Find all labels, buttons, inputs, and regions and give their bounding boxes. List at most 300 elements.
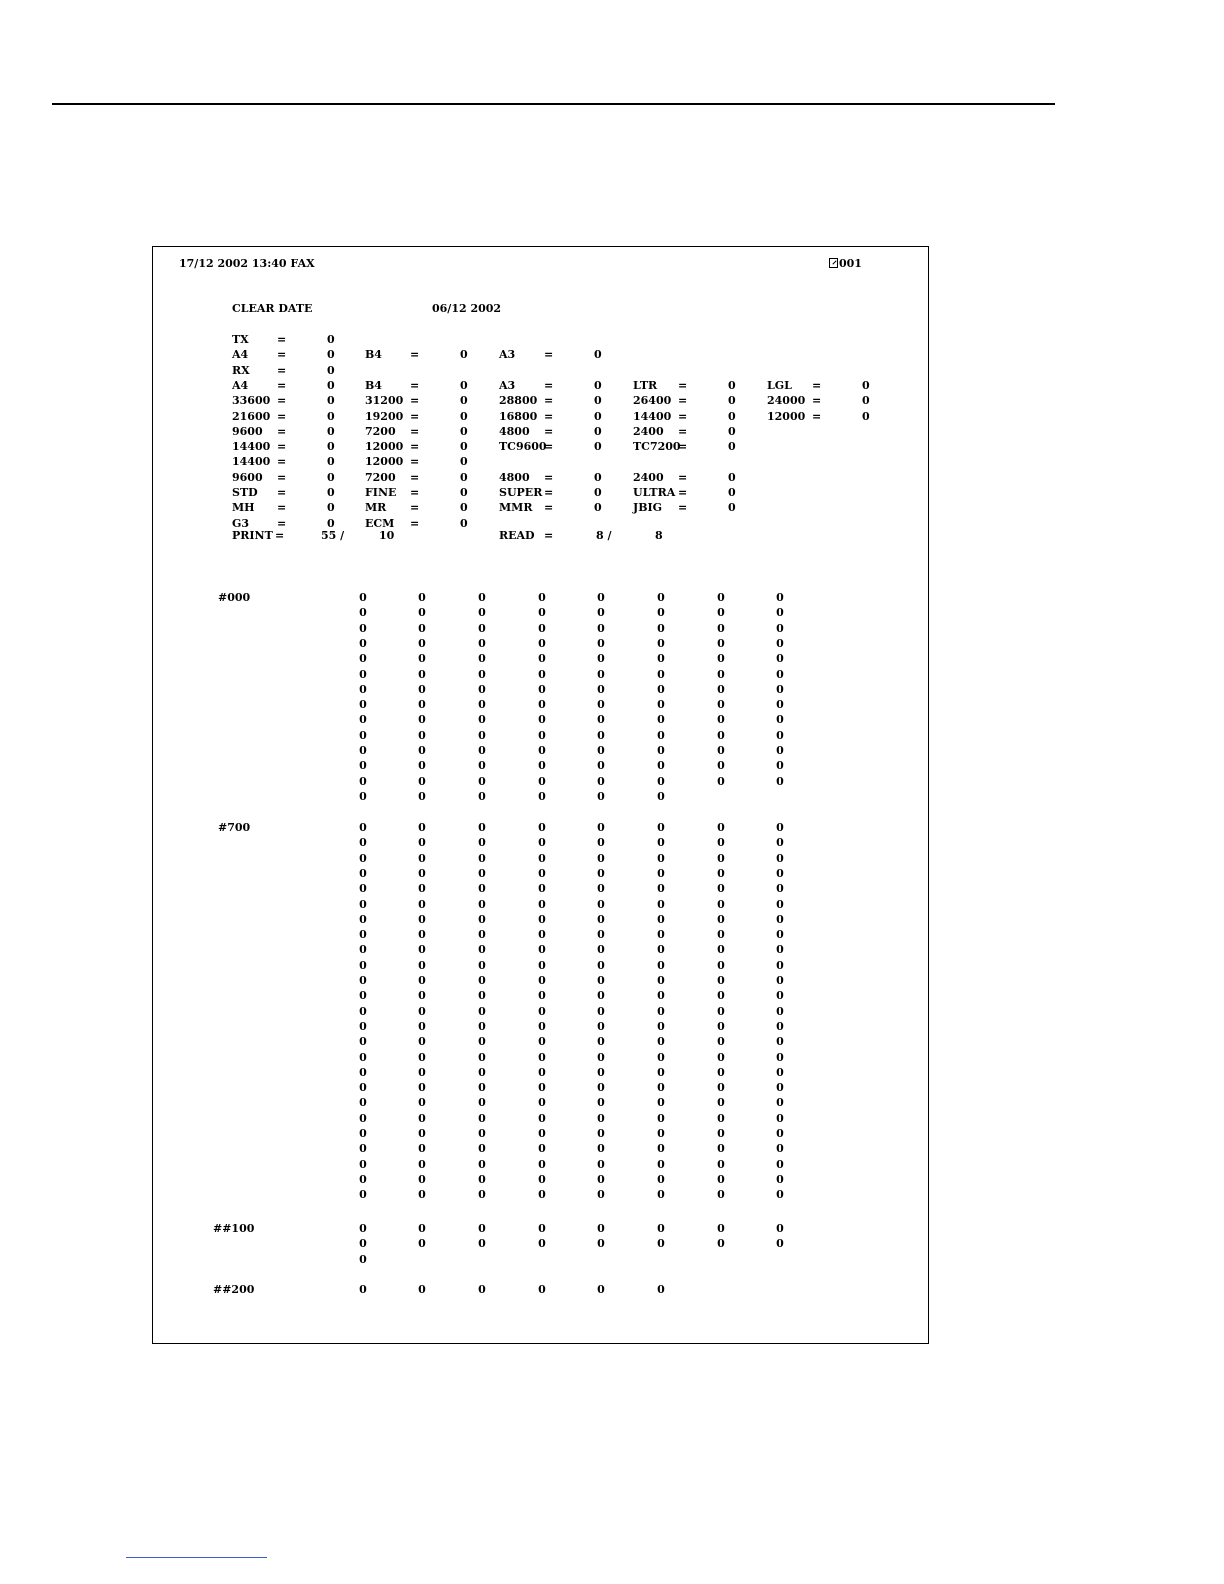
block-cell: 0 bbox=[657, 897, 665, 911]
counter-label: A3 bbox=[499, 378, 516, 392]
block-cell: 0 bbox=[776, 897, 784, 911]
block-cell: 0 bbox=[418, 1050, 426, 1064]
block-cell: 0 bbox=[776, 1050, 784, 1064]
block-cell: 0 bbox=[478, 652, 486, 666]
block-cell: 0 bbox=[597, 606, 605, 620]
block-cell: 0 bbox=[717, 1222, 725, 1235]
block-cell: 0 bbox=[657, 1222, 665, 1235]
block-cell: 0 bbox=[717, 1081, 725, 1095]
block-cell: 0 bbox=[538, 1127, 546, 1140]
block-cell: 0 bbox=[478, 606, 486, 620]
block-cell: 0 bbox=[359, 912, 367, 926]
block-cell: 0 bbox=[717, 636, 725, 650]
block-cell: 0 bbox=[359, 1222, 367, 1235]
counter-value: 0 bbox=[327, 363, 335, 377]
counter-value: 0 bbox=[594, 348, 602, 362]
counter-value: 0 bbox=[862, 394, 870, 408]
block-cell: 0 bbox=[776, 1157, 784, 1171]
block-cell: 0 bbox=[478, 1081, 486, 1095]
block-cell: 0 bbox=[657, 821, 665, 834]
block-cell: 0 bbox=[597, 682, 605, 696]
counter-value: 0 bbox=[728, 440, 736, 454]
block-cell: 0 bbox=[657, 1019, 665, 1033]
block-cell: 0 bbox=[478, 989, 486, 1003]
block-cell: 0 bbox=[478, 1111, 486, 1125]
block-cell: 0 bbox=[776, 698, 784, 712]
block-cell: 0 bbox=[478, 882, 486, 896]
block-cell: 0 bbox=[359, 989, 367, 1003]
counter-eq: = bbox=[544, 394, 554, 408]
block-cell: 0 bbox=[418, 1188, 426, 1202]
block-cell: 0 bbox=[657, 1035, 665, 1049]
block-cell: 0 bbox=[717, 1019, 725, 1033]
counter-eq: = bbox=[277, 516, 287, 530]
block-cell: 0 bbox=[657, 882, 665, 896]
block-cell: 0 bbox=[717, 989, 725, 1003]
block-cell: 0 bbox=[597, 1222, 605, 1235]
block-cell: 0 bbox=[478, 1127, 486, 1140]
block-cell: 0 bbox=[597, 989, 605, 1003]
block-cell: 0 bbox=[597, 836, 605, 850]
block-cell: 0 bbox=[657, 974, 665, 987]
block-cell: 0 bbox=[776, 606, 784, 620]
block-cell: 0 bbox=[538, 836, 546, 850]
block-cell: 0 bbox=[418, 836, 426, 850]
print-value: 55 / bbox=[321, 529, 345, 542]
counter-value: 0 bbox=[460, 501, 468, 515]
counter-label: 9600 bbox=[232, 470, 263, 484]
block-cell: 0 bbox=[359, 866, 367, 880]
block-cell: 0 bbox=[657, 1065, 665, 1079]
block-cell: 0 bbox=[359, 928, 367, 942]
counter-value: 0 bbox=[327, 486, 335, 499]
counter-value: 0 bbox=[327, 348, 335, 362]
block-cell: 0 bbox=[418, 774, 426, 788]
block-cell: 0 bbox=[657, 606, 665, 620]
block-cell: 0 bbox=[359, 1065, 367, 1079]
block-cell: 0 bbox=[776, 1111, 784, 1125]
block-cell: 0 bbox=[657, 789, 665, 803]
counter-eq: = bbox=[678, 394, 688, 408]
block-cell: 0 bbox=[418, 1065, 426, 1079]
block-cell: 0 bbox=[597, 1096, 605, 1110]
block-cell: 0 bbox=[359, 1157, 367, 1171]
block-cell: 0 bbox=[359, 652, 367, 666]
block-cell: 0 bbox=[657, 1283, 665, 1296]
block-label: ##100 bbox=[213, 1222, 255, 1235]
block-cell: 0 bbox=[717, 1188, 725, 1202]
block-cell: 0 bbox=[538, 958, 546, 972]
block-cell: 0 bbox=[776, 1065, 784, 1079]
block-cell: 0 bbox=[418, 1081, 426, 1095]
block-cell: 0 bbox=[418, 1157, 426, 1171]
block-cell: 0 bbox=[538, 728, 546, 742]
block-cell: 0 bbox=[478, 591, 486, 604]
block-cell: 0 bbox=[657, 912, 665, 926]
print-eq: = bbox=[275, 529, 285, 542]
counter-eq: = bbox=[277, 486, 287, 499]
block-cell: 0 bbox=[776, 636, 784, 650]
block-cell: 0 bbox=[597, 1157, 605, 1171]
block-cell: 0 bbox=[597, 912, 605, 926]
block-cell: 0 bbox=[418, 821, 426, 834]
block-cell: 0 bbox=[359, 943, 367, 957]
block-cell: 0 bbox=[538, 1081, 546, 1095]
block-cell: 0 bbox=[776, 1188, 784, 1202]
block-cell: 0 bbox=[359, 1081, 367, 1095]
block-cell: 0 bbox=[717, 774, 725, 788]
counter-value: 0 bbox=[594, 409, 602, 423]
block-cell: 0 bbox=[717, 1142, 725, 1156]
block-cell: 0 bbox=[359, 713, 367, 727]
block-cell: 0 bbox=[538, 1188, 546, 1202]
block-cell: 0 bbox=[478, 866, 486, 880]
block-cell: 0 bbox=[657, 851, 665, 865]
block-cell: 0 bbox=[359, 606, 367, 620]
block-cell: 0 bbox=[478, 744, 486, 757]
block-cell: 0 bbox=[418, 789, 426, 803]
block-cell: 0 bbox=[597, 928, 605, 942]
block-cell: 0 bbox=[776, 821, 784, 834]
block-cell: 0 bbox=[538, 1050, 546, 1064]
block-cell: 0 bbox=[597, 958, 605, 972]
counter-value: 0 bbox=[728, 486, 736, 499]
block-cell: 0 bbox=[418, 912, 426, 926]
counter-label: 2400 bbox=[633, 424, 664, 438]
counter-eq: = bbox=[544, 501, 554, 515]
counter-eq: = bbox=[277, 470, 287, 484]
counter-label: B4 bbox=[365, 348, 382, 362]
block-cell: 0 bbox=[359, 682, 367, 696]
top-rule bbox=[52, 103, 1055, 105]
block-cell: 0 bbox=[359, 759, 367, 773]
block-cell: 0 bbox=[418, 591, 426, 604]
block-cell: 0 bbox=[478, 682, 486, 696]
block-cell: 0 bbox=[657, 667, 665, 681]
block-cell: 0 bbox=[776, 1004, 784, 1018]
block-cell: 0 bbox=[717, 713, 725, 727]
block-cell: 0 bbox=[717, 958, 725, 972]
counter-eq: = bbox=[544, 470, 554, 484]
counter-eq: = bbox=[812, 394, 822, 408]
block-cell: 0 bbox=[538, 682, 546, 696]
block-cell: 0 bbox=[717, 882, 725, 896]
counter-label: RX bbox=[232, 363, 250, 377]
block-cell: 0 bbox=[776, 1142, 784, 1156]
block-cell: 0 bbox=[418, 698, 426, 712]
block-cell: 0 bbox=[717, 621, 725, 635]
read-value: 8 / bbox=[596, 529, 612, 542]
counter-value: 0 bbox=[327, 516, 335, 530]
block-cell: 0 bbox=[418, 851, 426, 865]
counter-eq: = bbox=[678, 470, 688, 484]
counter-label: 12000 bbox=[365, 455, 404, 469]
block-cell: 0 bbox=[776, 958, 784, 972]
counter-label: 26400 bbox=[633, 394, 672, 408]
block-cell: 0 bbox=[478, 728, 486, 742]
counter-label: A3 bbox=[499, 348, 516, 362]
block-cell: 0 bbox=[597, 667, 605, 681]
block-cell: 0 bbox=[418, 989, 426, 1003]
block-cell: 0 bbox=[359, 836, 367, 850]
block-cell: 0 bbox=[657, 989, 665, 1003]
block-cell: 0 bbox=[538, 1004, 546, 1018]
counter-value: 0 bbox=[327, 440, 335, 454]
block-cell: 0 bbox=[418, 928, 426, 942]
block-cell: 0 bbox=[776, 836, 784, 850]
counter-value: 0 bbox=[594, 394, 602, 408]
block-cell: 0 bbox=[776, 667, 784, 681]
block-cell: 0 bbox=[776, 682, 784, 696]
block-cell: 0 bbox=[597, 774, 605, 788]
block-cell: 0 bbox=[717, 836, 725, 850]
counter-value: 0 bbox=[594, 424, 602, 438]
block-cell: 0 bbox=[359, 1004, 367, 1018]
read-label: READ bbox=[499, 529, 535, 542]
block-cell: 0 bbox=[538, 1065, 546, 1079]
block-cell: 0 bbox=[359, 728, 367, 742]
block-cell: 0 bbox=[597, 1065, 605, 1079]
counter-eq: = bbox=[410, 501, 420, 515]
counter-value: 0 bbox=[594, 501, 602, 515]
block-cell: 0 bbox=[418, 882, 426, 896]
print-label: PRINT bbox=[232, 529, 273, 542]
block-cell: 0 bbox=[418, 943, 426, 957]
block-cell: 0 bbox=[657, 1081, 665, 1095]
block-cell: 0 bbox=[538, 1111, 546, 1125]
block-cell: 0 bbox=[538, 606, 546, 620]
block-cell: 0 bbox=[717, 1035, 725, 1049]
page-number bbox=[829, 257, 862, 270]
block-cell: 0 bbox=[538, 989, 546, 1003]
block-cell: 0 bbox=[478, 912, 486, 926]
counter-eq: = bbox=[277, 333, 287, 346]
counter-value: 0 bbox=[327, 394, 335, 408]
counter-label: 9600 bbox=[232, 424, 263, 438]
counter-label: ULTRA bbox=[633, 486, 676, 499]
counter-label: 24000 bbox=[767, 394, 806, 408]
block-cell: 0 bbox=[359, 789, 367, 803]
counter-value: 0 bbox=[460, 378, 468, 392]
counter-eq: = bbox=[410, 394, 420, 408]
counter-eq: = bbox=[678, 409, 688, 423]
block-cell: 0 bbox=[657, 928, 665, 942]
block-cell: 0 bbox=[597, 851, 605, 865]
block-cell: 0 bbox=[657, 728, 665, 742]
block-cell: 0 bbox=[717, 912, 725, 926]
counter-eq: = bbox=[410, 424, 420, 438]
counter-value: 0 bbox=[460, 348, 468, 362]
block-cell: 0 bbox=[418, 1004, 426, 1018]
counter-label: 14400 bbox=[232, 455, 271, 469]
counter-label: A4 bbox=[232, 378, 249, 392]
block-cell: 0 bbox=[538, 789, 546, 803]
block-cell: 0 bbox=[478, 774, 486, 788]
block-cell: 0 bbox=[717, 1157, 725, 1171]
block-cell: 0 bbox=[359, 851, 367, 865]
block-cell: 0 bbox=[418, 897, 426, 911]
block-cell: 0 bbox=[359, 1188, 367, 1202]
block-cell: 0 bbox=[538, 759, 546, 773]
block-cell: 0 bbox=[478, 636, 486, 650]
block-cell: 0 bbox=[478, 958, 486, 972]
block-cell: 0 bbox=[597, 789, 605, 803]
block-cell: 0 bbox=[538, 621, 546, 635]
block-cell: 0 bbox=[359, 1172, 367, 1186]
block-cell: 0 bbox=[776, 1172, 784, 1186]
block-cell: 0 bbox=[418, 1035, 426, 1049]
block-cell: 0 bbox=[478, 1019, 486, 1033]
block-cell: 0 bbox=[418, 974, 426, 987]
counter-label: TC9600 bbox=[499, 440, 547, 454]
counter-label: B4 bbox=[365, 378, 382, 392]
block-cell: 0 bbox=[478, 698, 486, 712]
counter-eq: = bbox=[410, 440, 420, 454]
counter-label: 2400 bbox=[633, 470, 664, 484]
page-number-text: 001 bbox=[839, 257, 862, 270]
counter-eq: = bbox=[277, 440, 287, 454]
block-cell: 0 bbox=[657, 1237, 665, 1251]
counter-eq: = bbox=[812, 378, 822, 392]
block-cell: 0 bbox=[717, 591, 725, 604]
block-cell: 0 bbox=[597, 1050, 605, 1064]
block-cell: 0 bbox=[717, 821, 725, 834]
block-cell: 0 bbox=[418, 1237, 426, 1251]
block-cell: 0 bbox=[538, 882, 546, 896]
block-cell: 0 bbox=[359, 1035, 367, 1049]
block-cell: 0 bbox=[538, 1172, 546, 1186]
counter-eq: = bbox=[544, 378, 554, 392]
counter-value: 0 bbox=[460, 394, 468, 408]
block-cell: 0 bbox=[717, 1050, 725, 1064]
block-cell: 0 bbox=[657, 1050, 665, 1064]
block-cell: 0 bbox=[776, 943, 784, 957]
block-cell: 0 bbox=[478, 713, 486, 727]
counter-value: 0 bbox=[327, 378, 335, 392]
block-cell: 0 bbox=[717, 866, 725, 880]
block-cell: 0 bbox=[478, 1035, 486, 1049]
block-cell: 0 bbox=[776, 744, 784, 757]
counter-eq: = bbox=[277, 501, 287, 515]
block-cell: 0 bbox=[418, 652, 426, 666]
counter-value: 0 bbox=[862, 409, 870, 423]
counter-value: 0 bbox=[594, 378, 602, 392]
block-cell: 0 bbox=[597, 1172, 605, 1186]
counter-label: 7200 bbox=[365, 424, 396, 438]
counter-label: 31200 bbox=[365, 394, 404, 408]
block-cell: 0 bbox=[478, 851, 486, 865]
counter-value: 0 bbox=[460, 516, 468, 530]
counter-eq: = bbox=[277, 394, 287, 408]
block-cell: 0 bbox=[538, 821, 546, 834]
counter-value: 0 bbox=[594, 486, 602, 499]
block-cell: 0 bbox=[538, 667, 546, 681]
counter-eq: = bbox=[410, 470, 420, 484]
block-cell: 0 bbox=[776, 713, 784, 727]
block-cell: 0 bbox=[717, 928, 725, 942]
block-cell: 0 bbox=[418, 1172, 426, 1186]
block-cell: 0 bbox=[418, 1222, 426, 1235]
block-cell: 0 bbox=[418, 744, 426, 757]
block-cell: 0 bbox=[597, 759, 605, 773]
block-cell: 0 bbox=[538, 713, 546, 727]
block-cell: 0 bbox=[597, 882, 605, 896]
block-cell: 0 bbox=[418, 667, 426, 681]
block-cell: 0 bbox=[657, 744, 665, 757]
counter-label: 7200 bbox=[365, 470, 396, 484]
counter-value: 0 bbox=[594, 440, 602, 454]
block-cell: 0 bbox=[359, 897, 367, 911]
counter-label: SUPER bbox=[499, 486, 543, 499]
block-cell: 0 bbox=[538, 636, 546, 650]
block-label: #700 bbox=[218, 821, 251, 834]
block-cell: 0 bbox=[717, 1004, 725, 1018]
block-cell: 0 bbox=[776, 728, 784, 742]
counter-eq: = bbox=[410, 486, 420, 499]
block-cell: 0 bbox=[597, 821, 605, 834]
counter-value: 0 bbox=[327, 470, 335, 484]
block-cell: 0 bbox=[657, 1096, 665, 1110]
block-cell: 0 bbox=[418, 1283, 426, 1296]
counter-label: G3 bbox=[232, 516, 250, 530]
block-cell: 0 bbox=[418, 1096, 426, 1110]
block-cell: 0 bbox=[478, 1050, 486, 1064]
block-cell: 0 bbox=[657, 1111, 665, 1125]
block-cell: 0 bbox=[597, 943, 605, 957]
block-cell: 0 bbox=[597, 636, 605, 650]
block-cell: 0 bbox=[538, 774, 546, 788]
block-cell: 0 bbox=[418, 682, 426, 696]
block-cell: 0 bbox=[359, 621, 367, 635]
block-cell: 0 bbox=[717, 698, 725, 712]
print-value-2: 10 bbox=[379, 529, 395, 542]
block-cell: 0 bbox=[597, 591, 605, 604]
block-cell: 0 bbox=[717, 759, 725, 773]
counter-label: 19200 bbox=[365, 409, 404, 423]
block-cell: 0 bbox=[359, 774, 367, 788]
counter-value: 0 bbox=[728, 394, 736, 408]
block-cell: 0 bbox=[478, 1237, 486, 1251]
block-cell: 0 bbox=[717, 667, 725, 681]
block-cell: 0 bbox=[717, 1237, 725, 1251]
block-cell: 0 bbox=[418, 606, 426, 620]
counter-eq: = bbox=[678, 424, 688, 438]
block-cell: 0 bbox=[657, 1157, 665, 1171]
block-cell: 0 bbox=[597, 1283, 605, 1296]
block-cell: 0 bbox=[597, 1004, 605, 1018]
block-cell: 0 bbox=[717, 943, 725, 957]
block-cell: 0 bbox=[418, 636, 426, 650]
block-cell: 0 bbox=[478, 1142, 486, 1156]
counter-value: 0 bbox=[862, 378, 870, 392]
counter-eq: = bbox=[678, 378, 688, 392]
block-cell: 0 bbox=[359, 636, 367, 650]
counter-label: 12000 bbox=[365, 440, 404, 454]
block-cell: 0 bbox=[478, 1188, 486, 1202]
block-cell: 0 bbox=[717, 974, 725, 987]
block-cell: 0 bbox=[538, 943, 546, 957]
block-cell: 0 bbox=[359, 1252, 367, 1266]
block-cell: 0 bbox=[538, 744, 546, 757]
block-cell: 0 bbox=[597, 744, 605, 757]
block-cell: 0 bbox=[538, 928, 546, 942]
counter-eq: = bbox=[277, 363, 287, 377]
block-cell: 0 bbox=[478, 1283, 486, 1296]
counter-value: 0 bbox=[327, 455, 335, 469]
block-cell: 0 bbox=[657, 866, 665, 880]
block-cell: 0 bbox=[478, 974, 486, 987]
block-cell: 0 bbox=[418, 621, 426, 635]
